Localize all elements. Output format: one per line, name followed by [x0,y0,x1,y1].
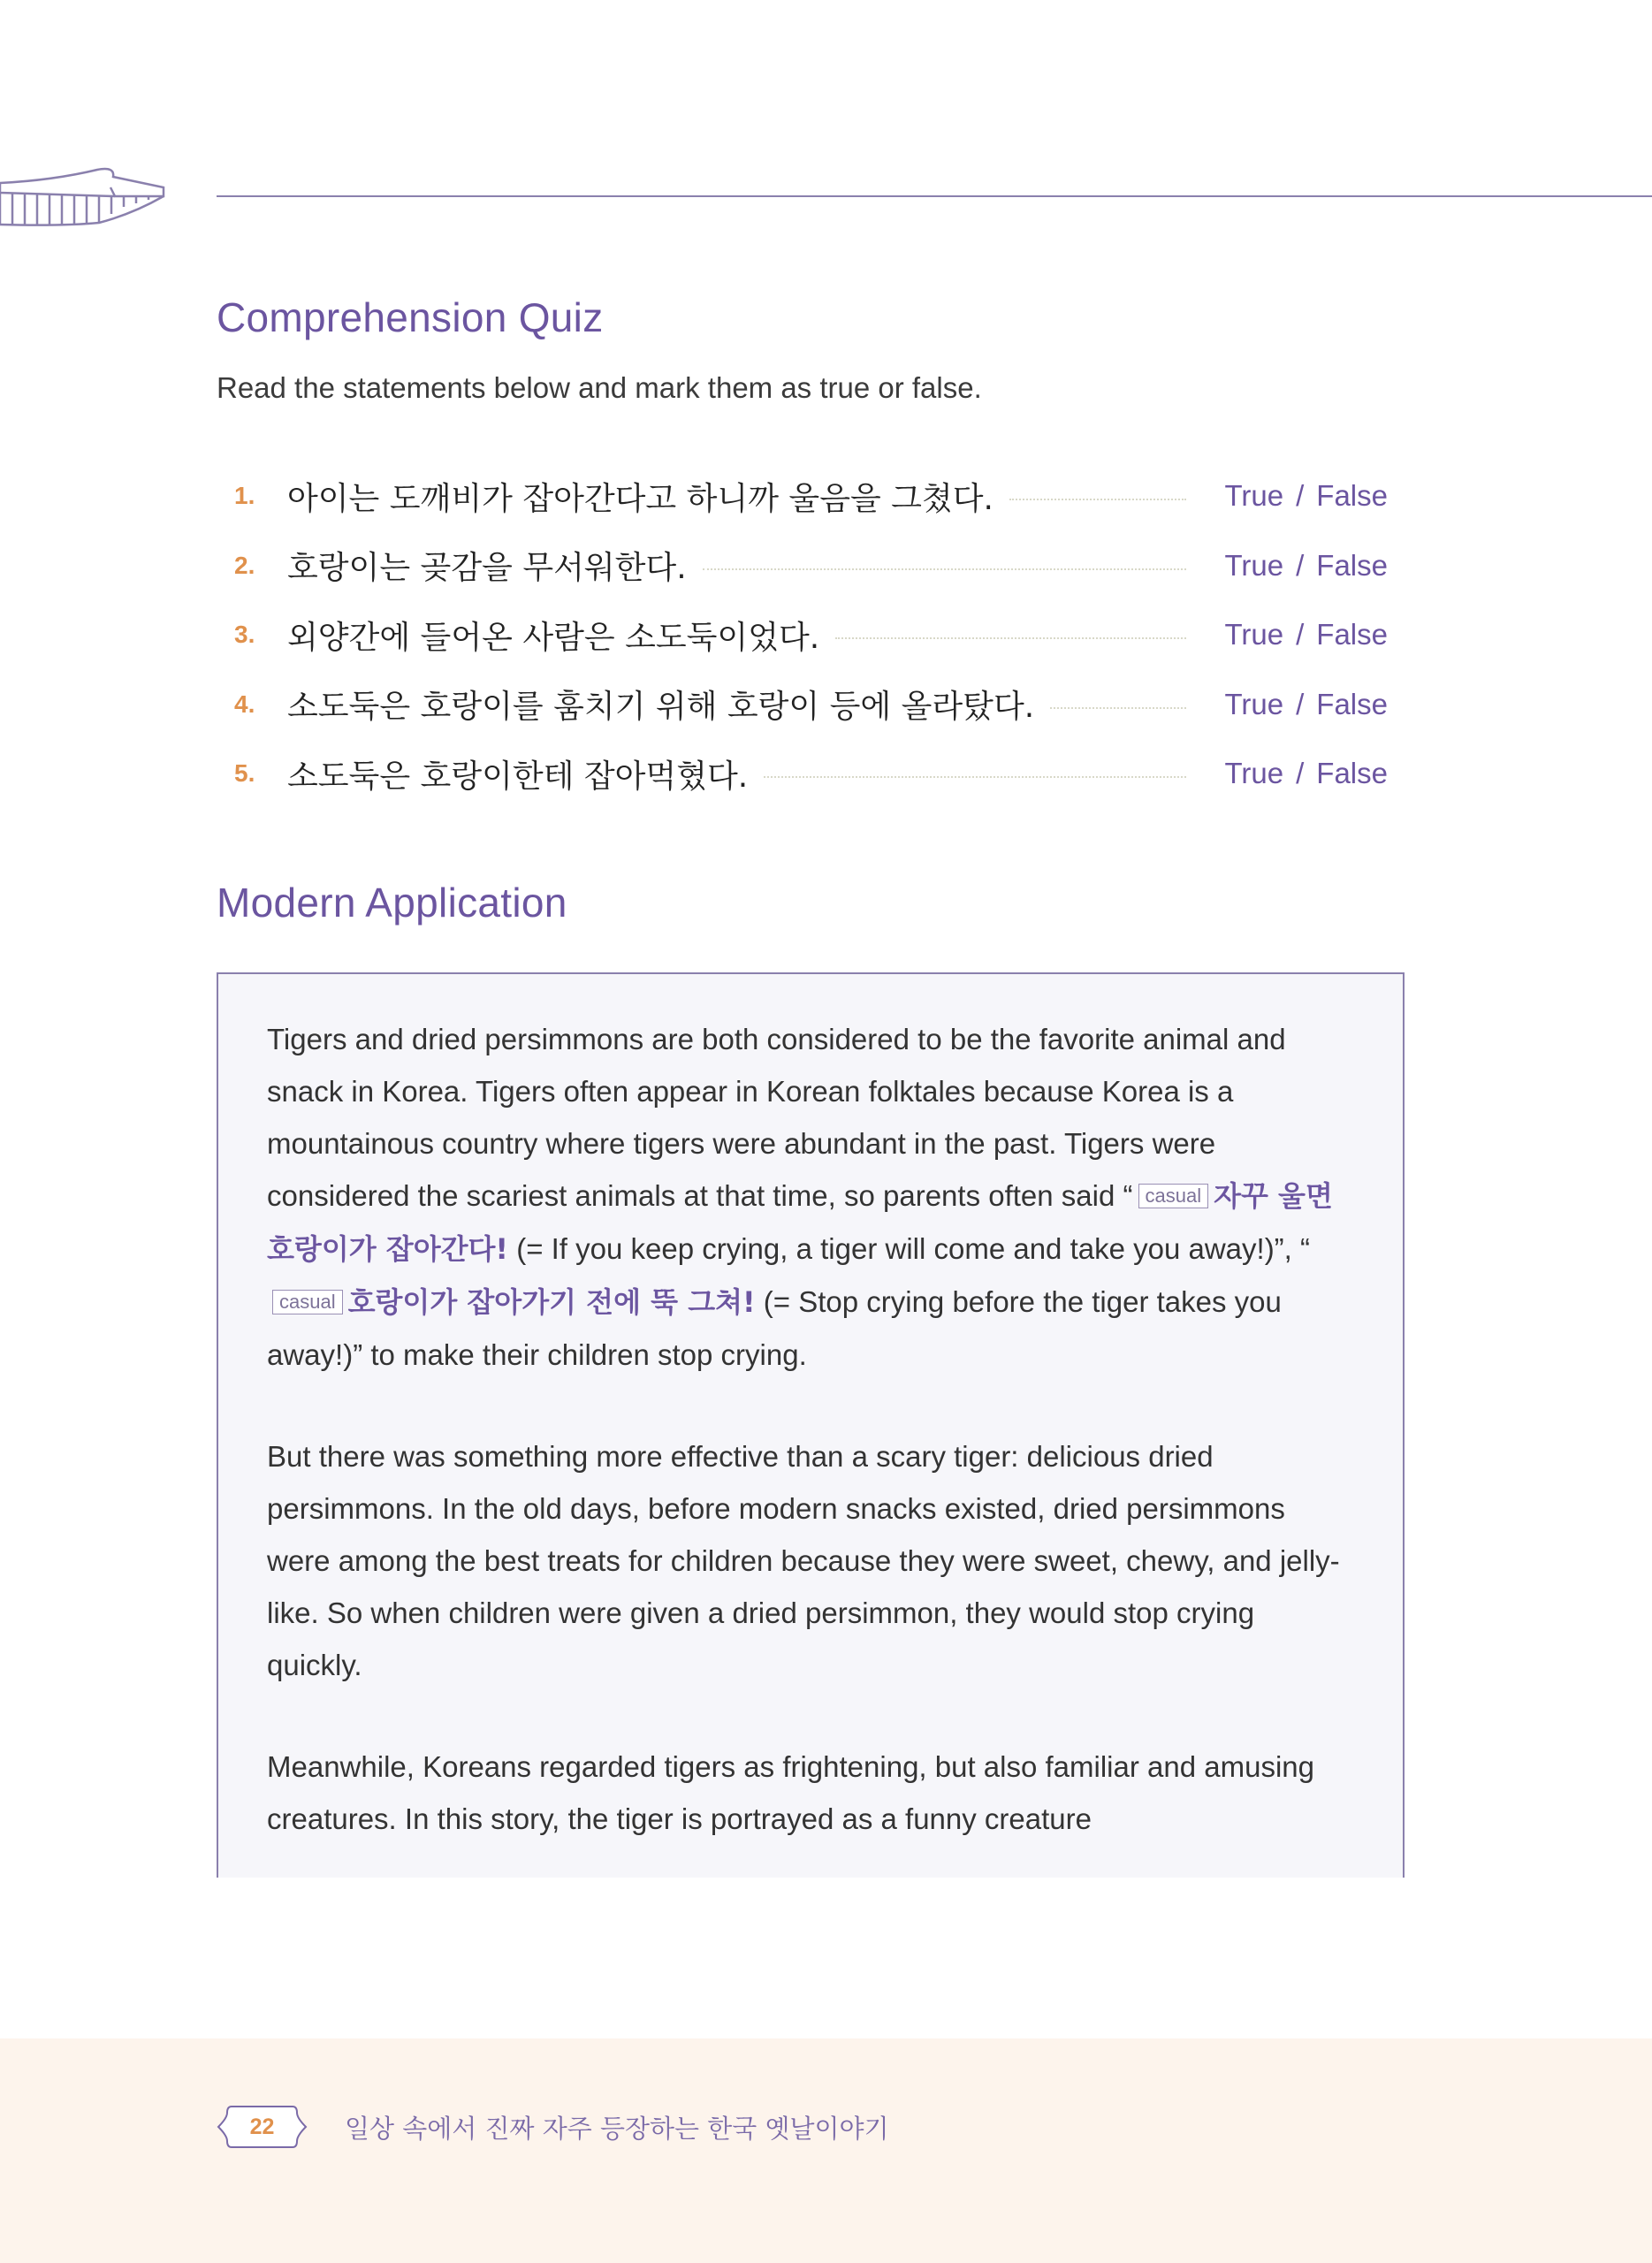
quiz-list [217,461,1388,809]
choice-separator: / [1296,618,1305,651]
dotted-leader [835,637,1186,639]
false-option[interactable]: False [1316,479,1388,513]
true-false-choice [1202,688,1388,721]
false-option[interactable]: False [1316,687,1388,720]
true-option[interactable]: True [1224,548,1284,582]
true-false-choice [1202,479,1388,513]
modern-application-box [217,972,1405,1878]
page-number: 22 [249,2114,275,2139]
quiz-item-statement: 아이는 도깨비가 잡아간다고 하니까 울음을 그쳤다. [287,480,993,517]
korean-phrase: 자꾸 울면 호랑이가 잡아간다! [267,1179,1333,1266]
quiz-instructions: Read the statements below and mark them as true or false. [217,371,982,404]
true-option[interactable]: True [1224,479,1284,513]
quiz-title: Comprehension Quiz [217,294,604,340]
quiz-item-number: 4. [234,690,255,718]
casual-tag: casual [272,1290,343,1314]
quiz-item-number: 2. [234,551,255,579]
body-paragraph: But there was something more effective than a scary tiger: delicious dried persimmons. In the old days, before modern snacks existed, dried persimmons were among the best treats for children because they were sweet, chewy, and jelly-like. So when children were given a dried persimmon, they would stop crying quickly. [267,1440,1340,1681]
quiz-item-statement: 호랑이는 곶감을 무서워한다. [287,550,687,587]
true-false-choice [1202,549,1388,583]
paragraph-text: (= Stop crying before the tiger takes you away!)” to make their children stop crying. [267,1285,1282,1371]
paragraph-text: Tigers and dried persimmons are both considered to be the favorite animal and snack in Korea. Tigers often appear in Korean folktales because Korea is a mountainous country where tigers were abundant in the past. Tigers were considered the scariest animals at that time, so parents often said “ [267,1023,1286,1212]
quiz-item-number: 5. [234,759,255,788]
page-footer [0,2038,1652,2263]
book-title: 일상 속에서 진짜 자주 등장하는 한국 옛날이야기 [345,2114,889,2144]
dotted-leader [1009,499,1186,500]
false-option[interactable]: False [1316,548,1388,582]
false-option[interactable]: False [1316,757,1388,790]
quiz-item [217,739,1388,809]
header-rule [217,195,1652,197]
quiz-item-statement: 외양간에 들어온 사람은 소도둑이었다. [287,619,820,656]
choice-separator: / [1296,757,1305,790]
quiz-item-statement: 소도둑은 호랑이를 훔치기 위해 호랑이 등에 올라탔다. [287,689,1035,726]
quiz-item-statement: 소도둑은 호랑이한테 잡아먹혔다. [287,758,749,795]
page-number-badge [216,2104,308,2150]
choice-separator: / [1296,479,1305,513]
true-option[interactable]: True [1224,687,1284,720]
dotted-leader [703,568,1186,570]
true-option[interactable]: True [1224,618,1284,651]
modern-application-title: Modern Application [217,880,567,926]
body-paragraph: Meanwhile, Koreans regarded tigers as frightening, but also familiar and amusing creatures. In this story, the tiger is portrayed as a funny creature [267,1750,1314,1835]
choice-separator: / [1296,548,1305,582]
quiz-item [217,531,1388,601]
quiz-item [217,670,1388,740]
quiz-item-number: 1. [234,482,255,510]
paragraph-text: (= If you keep crying, a tiger will come and take you away!)”, “ [508,1232,1310,1265]
korean-phrase: 호랑이가 잡아가기 전에 뚝 그쳐! [347,1285,756,1319]
dotted-leader [764,776,1186,778]
true-option[interactable]: True [1224,757,1284,790]
body-paragraph [267,1013,1354,1381]
dotted-leader [1050,707,1186,709]
quiz-item [217,461,1388,531]
quiz-item [217,600,1388,670]
casual-tag: casual [1138,1184,1209,1208]
quiz-item-number: 3. [234,621,255,649]
true-false-choice [1202,618,1388,651]
hanok-roof-icon [0,161,168,232]
choice-separator: / [1296,687,1305,720]
true-false-choice [1202,757,1388,790]
false-option[interactable]: False [1316,618,1388,651]
